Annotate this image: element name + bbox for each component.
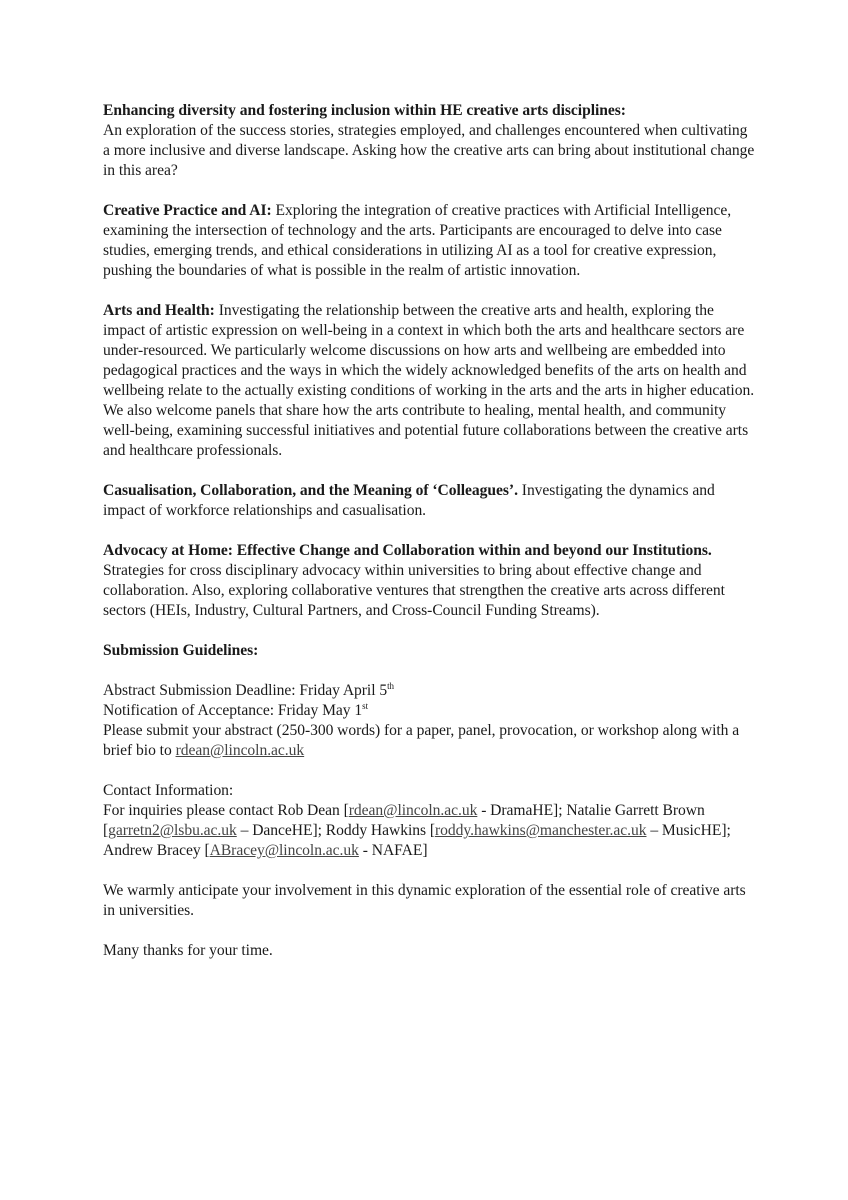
notification-sup: st [362, 701, 369, 711]
section-casualisation [103, 481, 756, 521]
contact-email-rob-dean[interactable]: rdean@lincoln.ac.uk [348, 802, 478, 819]
contact-email-andrew-bracey[interactable]: ABracey@lincoln.ac.uk [209, 842, 359, 859]
closing-paragraph: We warmly anticipate your involvement in this dynamic exploration of the essential role of creative arts in universities. [103, 882, 746, 919]
contact-text: – DanceHE]; Roddy Hawkins [ [236, 822, 435, 839]
guidelines-title: Submission Guidelines: [103, 642, 259, 659]
deadline-text: Abstract Submission Deadline: Friday April 5 [103, 682, 388, 699]
section-arts-health [103, 301, 756, 461]
contact-email-roddy-hawkins[interactable]: roddy.hawkins@manchester.ac.uk [435, 822, 647, 839]
contact-email-natalie-garrett-brown[interactable]: garretn2@lsbu.ac.uk [108, 822, 237, 839]
notification-text: Notification of Acceptance: Friday May 1 [103, 702, 363, 719]
section-creative-ai [103, 201, 756, 281]
submit-text: Please submit your abstract (250-300 words) for a paper, panel, provocation, or workshop along with a brief bio to [103, 722, 740, 759]
deadline-sup: th [387, 681, 394, 691]
section-heading: Advocacy at Home: Effective Change and Collaboration within and beyond our Institutions. [103, 542, 712, 559]
section-body: Strategies for cross disciplinary advocacy within universities to bring about effective change and collaboration. Also, exploring collaborative ventures that strengthen the creative arts across different sectors (HEIs, Industry, Cultural Partners, and Cross-Council Funding Streams). [103, 562, 725, 619]
section-heading: Creative Practice and AI: [103, 202, 272, 219]
guidelines-details [103, 681, 756, 761]
signoff: Many thanks for your time. [103, 942, 273, 959]
section-body: An exploration of the success stories, strategies employed, and challenges encountered when cultivating a more inclusive and diverse landscape. Asking how the creative arts can bring about institutional change in this area? [103, 122, 755, 179]
contact-text: - NAFAE] [358, 842, 428, 859]
section-body: Exploring the integration of creative practices with Artificial Intelligence, examining the intersection of technology and the arts. Participants are encouraged to delve into case studies, emerging trends, and ethical considerations in utilizing AI as a tool for creative expression, pushing the boundaries of what is possible in the realm of artistic innovation. [103, 202, 732, 279]
section-body: Investigating the dynamics and impact of workforce relationships and casualisation. [103, 482, 715, 519]
submit-email-link[interactable]: rdean@lincoln.ac.uk [175, 742, 305, 759]
contact-heading: Contact Information: [103, 782, 234, 799]
contact-text: - DramaHE]; Natalie Garrett Brown [ [103, 802, 705, 839]
section-advocacy [103, 541, 756, 621]
section-heading: Enhancing diversity and fostering inclusion within HE creative arts disciplines: [103, 102, 626, 119]
section-heading: Casualisation, Collaboration, and the Meaning of ‘Colleagues’. [103, 482, 518, 499]
guidelines-heading [103, 641, 756, 661]
contact-intro: For inquiries please contact Rob Dean [ [103, 802, 349, 819]
contact-text: – MusicHE]; Andrew Bracey [ [103, 822, 731, 859]
section-body: Investigating the relationship between the creative arts and health, exploring the impact of artistic expression on well-being in a context in which both the arts and healthcare sectors are under-resourced. We particularly welcome discussions on how arts and wellbeing are embedded into pedagogical practices and the ways in which the widely acknowledged benefits of the arts on health and wellbeing relate to the actually existing conditions of working in the arts and the arts in higher education. We also welcome panels that share how the arts contribute to healing, mental health, and community well-being, examining successful initiatives and potential future collaborations between the creative arts and healthcare professionals. [103, 302, 755, 459]
contact-information [103, 781, 756, 861]
section-heading: Arts and Health: [103, 302, 215, 319]
section-diversity [103, 101, 756, 181]
